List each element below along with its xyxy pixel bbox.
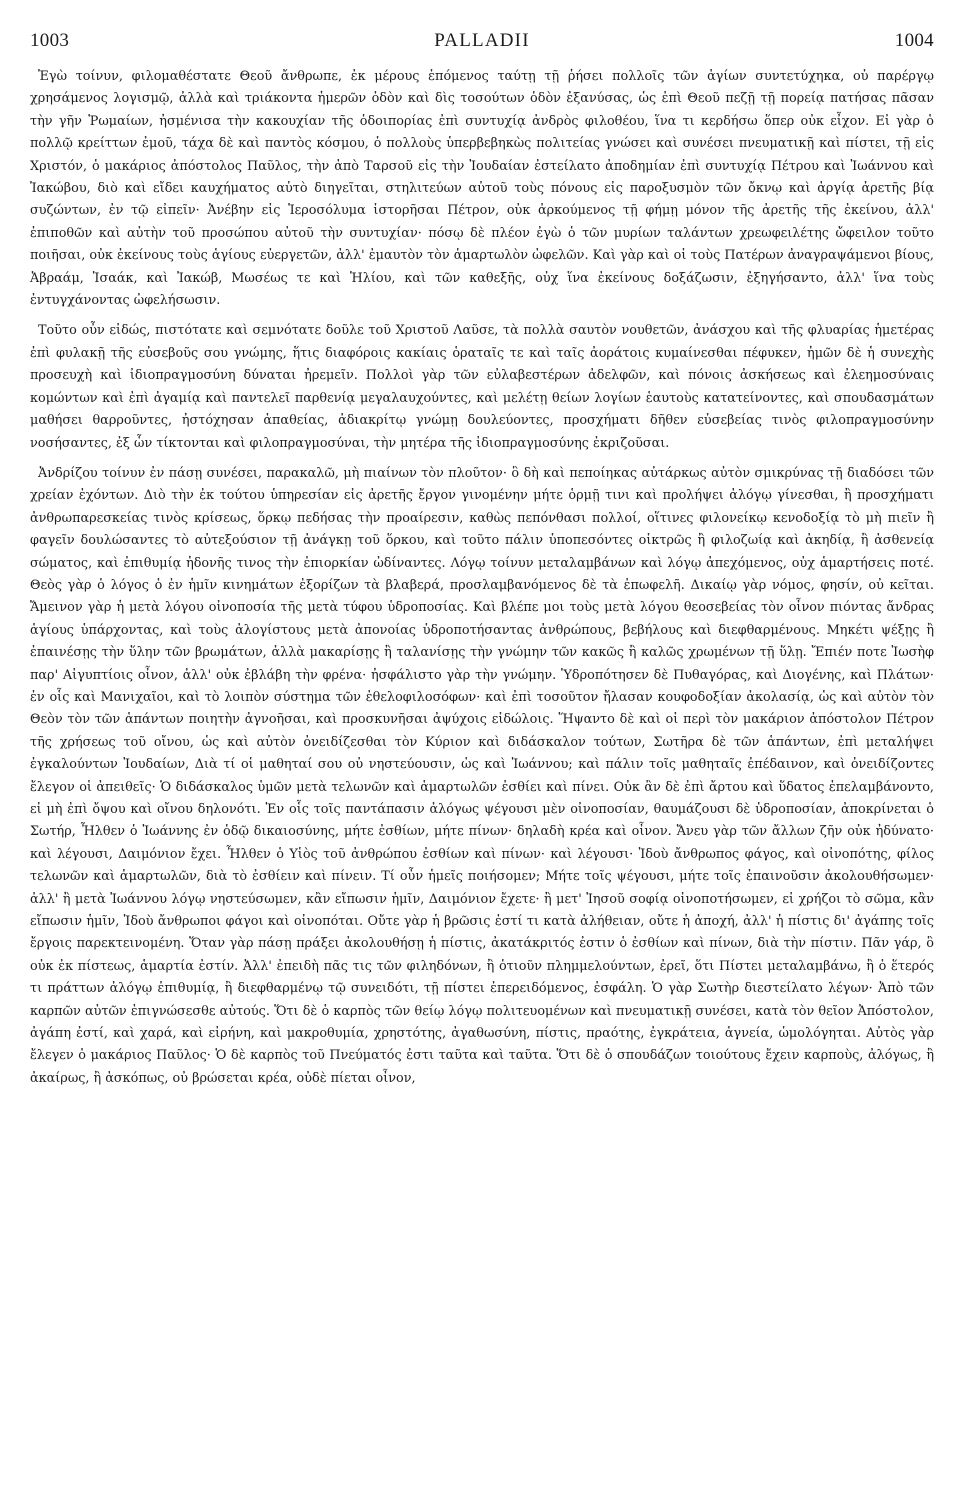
running-title: PALLADII (434, 30, 530, 51)
paragraph-1: Ἐγὼ τοίνυν, φιλομαθέστατε Θεοῦ ἄνθρωπε, ἐκ μέρους ἑπόμενος ταύτῃ τῇ ῥήσει πολλοῖς τῶν ἁγίων συντετύχηκα, οὐ παρέργῳ χρησάμενος λογισμῷ, ἀλλὰ καὶ τριάκοντα ἡμερῶν ὁδὸν καὶ δὶς τοσούτων ὁδὸν ἐξανύσας, ὡς ἐπὶ Θεοῦ πεζῇ τῇ πορείᾳ πατήσας πᾶσαν τὴν γῆν Ῥωμαίων, ἠσμένισα τὴν κακουχίαν τῆς ὁδοιπορίας ἐπὶ συντυχίᾳ ἀνδρὸς φιλοθέου, ἵνα τι κερδήσω ὅπερ οὐκ εἶχον. Εἰ γὰρ ὁ πολλῷ κρείττων ἐμοῦ, τάχα δὲ καὶ παντὸς κόσμου, ὁ πολλοὺς ὑπερβεβηκὼς πολιτείας γνώσει καὶ συνέσει πνευματικῇ καὶ πίστει, τῇ εἰς Χριστόν, ὁ μακάριος ἀπόστολος Παῦλος, τὴν ἀπὸ Ταρσοῦ εἰς τὴν Ἰουδαίαν ἐστείλατο ἀποδημίαν ἐπὶ συντυχίᾳ Πέτρου καὶ Ἰωάννου καὶ Ἰακώβου, διὸ καὶ εἴδει καυχήματος αὐτὸ διηγεῖται, στηλιτεύων αὐτοῦ τοὺς πόνους εἰς παροξυσμὸν τῶν ὄκνῳ καὶ ἀργίᾳ ἀρετῆς βίᾳ συζώντων, ἐν τῷ εἰπεῖν· Ἀνέβην εἰς Ἱεροσόλυμα ἱστορῆσαι Πέτρον, οὐκ ἀρκούμενος τῇ φήμῃ μόνον τῆς ἀρετῆς τῆς ἐκείνου, ἀλλ' ἐπιποθῶν καὶ αὐτὴν τοῦ προσώπου αὐτοῦ τὴν συντυχίαν· πόσῳ δὲ πλέον ἐγὼ ὁ τῶν μυρίων ταλάντων χρεωφειλέτης ὤφειλον τοῦτο ποιῆσαι, οὐκ ἐκείνους τοὺς ἁγίους εὐεργετῶν, ἀλλ' ἐμαυτὸν τὸν ἁμαρτωλὸν ὠφελῶν. Καὶ γὰρ καὶ οἱ τοὺς Πατέρων ἀναγραψάμενοι βίους, Ἀβραάμ, Ἰσαάκ, καὶ Ἰακώβ, Μωσέως τε καὶ Ἡλίου, καὶ τῶν καθεξῆς, οὐχ ἵνα ἐκείνους δοξάζωσιν, ἐξηγήσαντο, ἀλλ' ἵνα τοὺς ἐντυγχάνοντας ὠφελήσωσιν. (30, 69, 934, 309)
main-text (30, 66, 934, 1090)
page-number-right: 1004 (894, 30, 934, 51)
page (30, 30, 934, 1480)
paragraph-2: Τοῦτο οὖν εἰδώς, πιστότατε καὶ σεμνότατε δοῦλε τοῦ Χριστοῦ Λαῦσε, τὰ πολλὰ σαυτὸν νουθετῶν, ἀνάσχου καὶ τῆς φλυαρίας ἡμετέρας ἐπὶ φυλακῇ τῆς εὐσεβοῦς σου γνώμης, ἥτις διαφόροις κακίαις ὁραταῖς τε καὶ ταῖς ἀοράτοις κυμαίνεσθαι πέφυκεν, ἡμῶν δὲ ἡ συνεχὴς προσευχὴ καὶ ἰδιοπραγμοσύνη δύναται ἠρεμεῖν. Πολλοὶ γὰρ τῶν εὐλαβεστέρων ἀδελφῶν, καὶ πόνοις ἀσκήσεως καὶ ἐλεημοσύναις κομώντων καὶ ἐπὶ ἀγαμίᾳ καὶ παντελεῖ παρθενίᾳ μεγαλαυχούντες, καὶ μελέτῃ θείων λογίων ἑαυτοὺς κατατείνοντες, καὶ σπουδασμάτων μαθήσει θαρροῦντες, ἠστόχησαν ἀπαθείας, ἀδιακρίτῳ γνώμῃ δουλεύοντες, προσχήματι δῆθεν εὐσεβείας τινὸς φιλοπραγμοσύνην νοσήσαντες, ἐξ ὧν τίκτονται καὶ φιλοπραγμοσύναι, τὴν μητέρα τῆς ἰδιοπραγμοσύνης ἐκριζοῦσαι. (30, 323, 934, 451)
running-header (30, 30, 934, 56)
page-number-left: 1003 (30, 30, 70, 51)
paragraph-3: Ἀνδρίζου τοίνυν ἐν πάσῃ συνέσει, παρακαλῶ, μὴ πιαίνων τὸν πλοῦτον· ὃ δὴ καὶ πεποίηκας αὐτάρκως αὐτὸν σμικρύνας τῇ διαδόσει τῶν χρείαν ἐχόντων. Διὸ τὴν ἐκ τούτου ὑπηρεσίαν εἰς ἀρετῆς ἔργον γινομένην μήτε ὁρμῇ τινι καὶ προλήψει ἀλόγῳ γίνεσθαι, ἢ προσχήματι ἀνθρωπαρεσκείας τινὸς κρίσεως, ὅρκῳ πεδήσας τὴν προαίρεσιν, καθὼς πεπόνθασι πολλοί, οἵτινες φιλονείκῳ κενοδοξίᾳ τὸ μὴ πιεῖν ἢ φαγεῖν δουλώσαντες τὸ αὐτεξούσιον τῇ ἀνάγκῃ τοῦ ὅρκου, καὶ τοῦτο πάλιν ὑποπεσόντες οἰκτρῶς ἢ φιλοζωίᾳ καὶ ἀκηδίᾳ, ἢ ἀσθενείᾳ σώματος, καὶ ἐπιθυμίᾳ ἡδονῆς τινος τὴν ἐπιορκίαν ὠδίναντες. Λόγῳ τοίνυν μεταλαμβάνων καὶ λόγῳ ἀπεχόμενος, οὐχ ἁμαρτήσεις ποτέ. Θεὸς γὰρ ὁ λόγος ὁ ἐν ἡμῖν κινημάτων ἐξορίζων τὰ βλαβερά, προσλαμβανόμενος δὲ τὰ ἐπωφελῆ. Δικαίῳ γὰρ νόμος, φησίν, οὐ κεῖται. Ἄμεινον γὰρ ἡ μετὰ λόγου οἰνοποσία τῆς μετὰ τύφου ὑδροποσίας. Καὶ βλέπε μοι τοὺς μετὰ λόγου θεοσεβείας τὸν οἶνον πιόντας ἄνδρας ἁγίους ὑπάρχοντας, καὶ τοὺς ἀλογίστους μετὰ ἀπονοίας ὑδροποτήσαντας ἀνθρώπους, βεβήλους καὶ διεφθαρμένους. Μηκέτι ψέξῃς ἢ ἐπαινέσῃς τὴν ὕλην τῶν βρωμάτων, ἀλλὰ μακαρίσῃς ἢ ταλανίσῃς τὴν γνώμην τῶν κακῶς ἢ καλῶς χρωμένων τῇ ὕλῃ. Ἔπιέν ποτε Ἰωσὴφ παρ' Αἰγυπτίοις οἶνον, ἀλλ' οὐκ ἐβλάβη τὴν φρένα· ἠσφάλιστο γὰρ τὴν γνώμην. Ὑδροπότησεν δὲ Πυθαγόρας, καὶ Διογένης, καὶ Πλάτων· ἐν οἷς καὶ Μανιχαῖοι, καὶ τὸ λοιπὸν σύστημα τῶν ἐθελοφιλοσόφων· καὶ ἐπὶ τοσοῦτον ἤλασαν κουφοδοξίαν ἀκολασίᾳ, ὡς καὶ αὐτὸν τὸν Θεὸν τὸν τῶν ἁπάντων ποιητὴν ἀγνοῆσαι, καὶ προσκυνῆσαι ἀψύχοις εἰδώλοις. Ἥψαντο δὲ καὶ οἱ περὶ τὸν μακάριον ἀπόστολον Πέτρον τῆς χρήσεως τοῦ οἴνου, ὡς καὶ αὐτὸν ὀνειδίζεσθαι τὸν Κύριον καὶ διδάσκαλον τούτων, Σωτῆρα δὲ τῶν ἁπάντων, ἐπὶ μεταλήψει ἐγκαλούντων Ἰουδαίων, Διὰ τί οἱ μαθηταί σου οὐ νηστεύουσιν, ὡς καὶ Ἰωάννου; καὶ πάλιν τοῖς μαθηταῖς ἐπέδαινον, καὶ ὀνειδίζοντες ἔλεγον οἱ ἀπειθεῖς· Ὁ διδάσκαλος ὑμῶν μετὰ τελωνῶν καὶ ἁμαρτωλῶν ἐσθίει καὶ πίνει. Οὐκ ἂν δὲ ἐπὶ ἄρτου καὶ ὕδατος ἐπελαμβάνοντο, εἰ μὴ ἐπὶ ὄψου καὶ οἴνου δηλονότι. Ἐν οἷς τοῖς παντάπασιν ἀλόγως ψέγουσι μὲν οἰνοποσίαν, θαυμάζουσι δὲ ὑδροποσίαν, ἀποκρίνεται ὁ Σωτήρ, Ἦλθεν ὁ Ἰωάννης ἐν ὁδῷ δικαιοσύνης, μήτε ἐσθίων, μήτε πίνων· δηλαδὴ κρέα καὶ οἶνον. Ἄνευ γὰρ τῶν ἄλλων ζῆν οὐκ ἠδύνατο· καὶ λέγουσι, Δαιμόνιον ἔχει. Ἦλθεν ὁ Υἱὸς τοῦ ἀνθρώπου ἐσθίων καὶ πίνων· καὶ λέγουσι· Ἰδοὺ ἄνθρωπος φάγος, καὶ οἰνοπότης, φίλος τελωνῶν καὶ ἁμαρτωλῶν, διὰ τὸ ἐσθίειν καὶ πίνειν. Τί οὖν ἡμεῖς ποιήσομεν; Μήτε τοῖς ψέγουσι, μήτε τοῖς ἐπαινοῦσιν ἀκολουθήσωμεν· ἀλλ' ἢ μετὰ Ἰωάννου λόγῳ νηστεύσωμεν, κἂν εἴπωσιν ἡμῖν, Δαιμόνιον ἔχετε· ἢ μετ' Ἰησοῦ σοφίᾳ οἰνοποτήσωμεν, εἰ χρήζοι τὸ σῶμα, κἂν εἴπωσιν ἡμῖν, Ἰδοὺ ἄνθρωποι φάγοι καὶ οἰνοπόται. Οὔτε γὰρ ἡ βρῶσις ἐστί τι κατὰ ἀλήθειαν, οὔτε ἡ ἀποχή, ἀλλ' ἡ πίστις δι' ἀγάπης τοῖς ἔργοις παρεκτεινομένη. Ὅταν γὰρ πάσῃ πράξει ἀκολουθήσῃ ἡ πίστις, ἀκατάκριτός ἐστιν ὁ ἐσθίων καὶ πίνων, διὰ τὴν πίστιν. Πᾶν γάρ, ὃ οὐκ ἐκ πίστεως, ἁμαρτία ἐστίν. Ἀλλ' ἐπειδὴ πᾶς τις τῶν φιληδόνων, ἢ ὁτιοῦν πλημμελούντων, ἐρεῖ, ὅτι Πίστει μεταλαμβάνω, ἢ ὁ ἕτερός τι πράττων ἀλόγῳ ἐπιθυμίᾳ, ἢ διεφθαρμένῳ τῷ συνειδότι, τῇ πίστει ἐπερειδόμενος, ἐσφάλη. Ὁ γὰρ Σωτὴρ διεστείλατο λέγων· Ἀπὸ τῶν καρπῶν αὐτῶν ἐπιγνώσεσθε αὐτούς. Ὅτι δὲ ὁ καρπὸς τῶν θείῳ λόγῳ πολιτευομένων καὶ πνευματικῇ συνέσει, κατὰ τὸν θεῖον Ἀπόστολον, ἀγάπη ἐστί, καὶ χαρά, καὶ εἰρήνη, καὶ μακροθυμία, χρηστότης, ἀγαθωσύνη, πίστις, πραότης, ἐγκράτεια, ἁγνεία, ὡμολόγηται. Αὐτὸς γὰρ ἔλεγεν ὁ μακάριος Παῦλος· Ὁ δὲ καρπὸς τοῦ Πνεύματός ἐστι ταῦτα καὶ ταῦτα. Ὅτι δὲ ὁ σπουδάζων τοιούτους ἔχειν καρποὺς, ἀλόγως, ἢ ἀκαίρως, ἢ ἀσκόπως, οὐ βρώσεται κρέα, οὐδὲ πίεται οἶνον, (30, 465, 934, 1086)
